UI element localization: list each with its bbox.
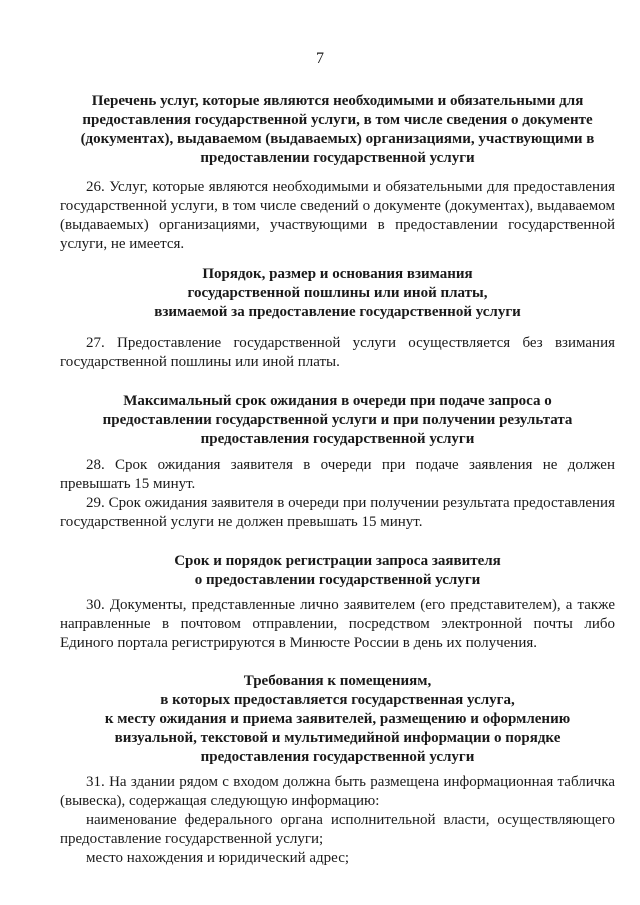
heading-registration	[60, 552, 615, 590]
heading-line: Срок и порядок регистрации запроса заявителя	[174, 553, 501, 569]
paragraph-30: 30. Документы, представленные лично заявителем (его представителем), а также направленные в почтовом отправлении, посредством электронной почты либо Единого портала регистрируются в Минюсте России в день их получения.	[60, 597, 615, 651]
heading-line: о предоставлении государственной услуги	[194, 572, 481, 588]
heading-queue-time	[60, 392, 615, 449]
heading-line: Порядок, размер и основания взимания	[202, 266, 473, 282]
heading-line: в которых предоставляется государственная услуга,	[160, 692, 515, 708]
heading-line: к месту ожидания и приема заявителей, размещению и оформлению	[104, 711, 571, 727]
heading-state-fee	[60, 265, 615, 322]
heading-line: предоставления государственной услуги	[200, 431, 475, 447]
paragraph-29: 29. Срок ожидания заявителя в очереди при получении результата предоставления государственной услуги не должен превышать 15 минут.	[60, 495, 615, 530]
heading-line: государственной пошлины или иной платы,	[187, 285, 488, 301]
heading-line: (документах), выдаваемом (выдаваемых) организациями, участвующими в	[80, 131, 595, 147]
heading-line: визуальной, текстовой и мультимедийной информации о порядке	[114, 730, 561, 746]
page-number: 7	[316, 50, 324, 67]
heading-line: Перечень услуг, которые являются необходимыми и обязательными для	[91, 93, 584, 109]
paragraph-31-item-name: наименование федерального органа исполнительной власти, осуществляющего предоставление государственной услуги;	[60, 812, 615, 847]
paragraph-26: 26. Услуг, которые являются необходимыми и обязательными для предоставления государственной услуги, в том числе сведений о документе (документах), выдаваемом (выдаваемых) организациями, участвующими в предоставлении государственной услуги, не имеется.	[60, 179, 615, 252]
heading-line: предоставлении государственной услуги и при получении результата	[102, 412, 573, 428]
paragraph-27: 27. Предоставление государственной услуги осуществляется без взимания государственной пошлины или иной платы.	[60, 335, 615, 370]
paragraph-28: 28. Срок ожидания заявителя в очереди при подаче заявления не должен превышать 15 минут.	[60, 457, 615, 492]
heading-line: предоставления государственной услуги, в том числе сведения о документе	[82, 112, 593, 128]
heading-line: взимаемой за предоставление государственной услуги	[154, 304, 521, 320]
heading-premises-requirements	[60, 672, 615, 767]
heading-line: Требования к помещениям,	[243, 673, 432, 689]
heading-line: предоставлении государственной услуги	[200, 150, 475, 166]
heading-services-list	[60, 92, 615, 168]
heading-line: Максимальный срок ожидания в очереди при подаче запроса о	[123, 393, 552, 409]
paragraph-31: 31. На здании рядом с входом должна быть размещена информационная табличка (вывеска), содержащая следующую информацию:	[60, 774, 615, 809]
heading-line: предоставления государственной услуги	[200, 749, 475, 765]
paragraph-31-item-address: место нахождения и юридический адрес;	[86, 850, 350, 866]
